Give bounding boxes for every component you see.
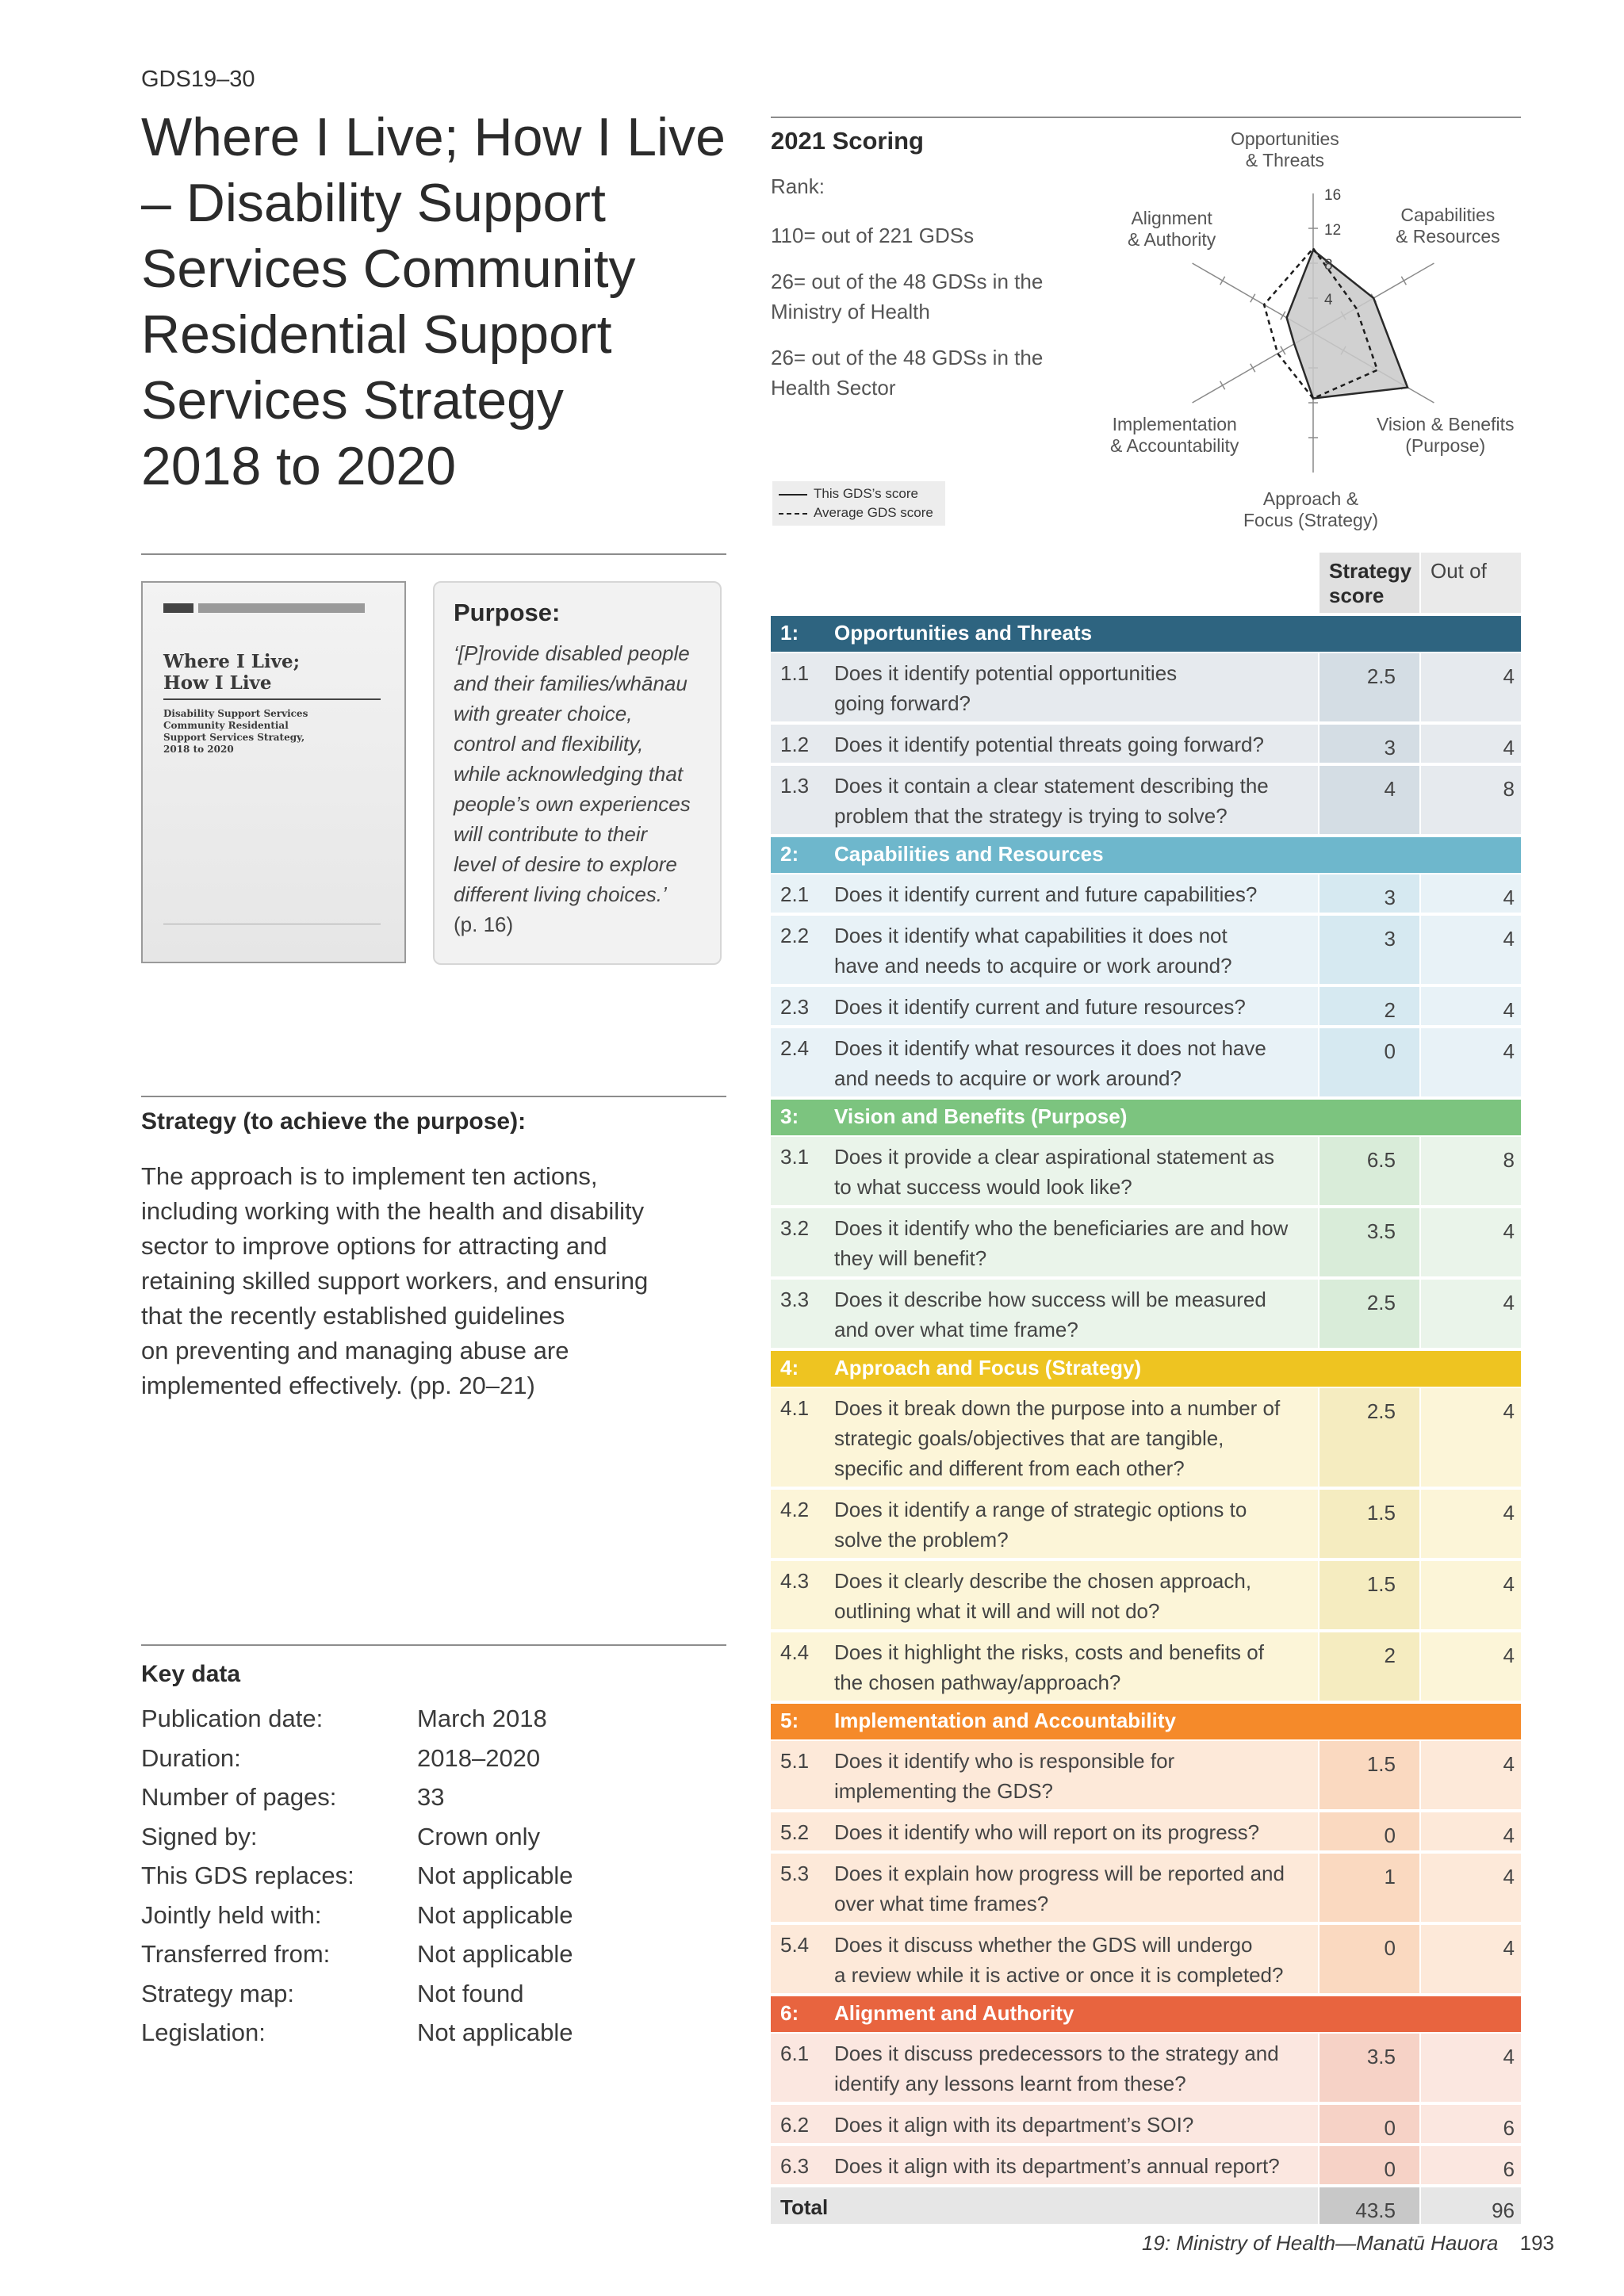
question-line: Does it align with its department’s SOI?	[834, 2113, 1194, 2137]
question-line: Does it provide a clear aspirational statement as	[834, 1145, 1274, 1169]
total-score: 43.5	[1355, 2198, 1396, 2222]
question-number: 1.1	[780, 661, 810, 685]
question-number: 1.2	[780, 733, 810, 756]
out-of-value: 4	[1503, 736, 1515, 760]
strategy-score-value: 2.5	[1366, 664, 1396, 688]
section-title: Alignment and Authority	[834, 2001, 1074, 2025]
strategy-line: on preventing and managing abuse are	[141, 1337, 569, 1364]
question-row	[771, 1028, 1521, 1098]
question-text	[834, 1284, 1302, 1345]
rank-line: 110= out of 221 GDSs	[771, 224, 975, 247]
header-label: score	[1329, 584, 1385, 607]
radar-tick-label: 8	[1324, 257, 1333, 274]
radar-tick-label: 12	[1324, 222, 1342, 239]
question-line: Does it identify who the beneficiaries are and how	[834, 1216, 1289, 1240]
strategy-score-value: 0	[1384, 2116, 1396, 2140]
question-row	[771, 725, 1521, 764]
divider	[771, 117, 1521, 118]
radar-tick	[1251, 364, 1255, 372]
question-number: 2.1	[780, 882, 810, 906]
radar-tick	[1281, 312, 1285, 320]
quote-line: people’s own experiences	[454, 792, 691, 816]
question-line: and over what time frame?	[834, 1318, 1078, 1341]
out-of-value: 4	[1503, 1865, 1515, 1888]
cover-subtitle-line: 2018 to 2020	[163, 744, 234, 755]
strategy-score-value: 6.5	[1366, 1148, 1396, 1172]
cover-subtitle-line: Community Residential	[163, 720, 289, 731]
question-line: Does it describe how success will be measured	[834, 1288, 1266, 1311]
out-of-value: 4	[1503, 664, 1515, 688]
footer-text: 19: Ministry of Health—Manatū Hauora	[1141, 2231, 1499, 2255]
question-number: 4.1	[780, 1396, 810, 1420]
question-text	[834, 729, 1302, 760]
header-out-of	[1421, 553, 1521, 613]
strategy-line: implemented effectively. (pp. 20–21)	[141, 1372, 535, 1399]
radar-tick-label: 4	[1324, 292, 1333, 308]
radar-tick	[1220, 277, 1225, 285]
question-line: strategic goals/objectives that are tangible,	[834, 1426, 1224, 1450]
divider	[141, 553, 726, 555]
title-line: Services Strategy	[141, 370, 564, 430]
out-of-value: 6	[1503, 2116, 1515, 2140]
total-label: Total	[780, 2195, 829, 2219]
rank-line: Health Sector	[771, 376, 896, 400]
key-data-value: Not applicable	[417, 2019, 573, 2046]
quote-line: will contribute to their	[454, 822, 648, 846]
purpose-page-ref: (p. 16)	[454, 913, 514, 936]
strategy-line: including working with the health and disability	[141, 1197, 645, 1225]
radar-svg	[1094, 119, 1538, 539]
question-text	[834, 1566, 1302, 1626]
question-line: the chosen pathway/approach?	[834, 1670, 1121, 1694]
out-of-value: 4	[1503, 1219, 1515, 1243]
axis-label-vision: Vision & Benefits (Purpose)	[1377, 414, 1515, 456]
strategy-score-value: 3.5	[1366, 1219, 1396, 1243]
question-line: Does it highlight the risks, costs and benefits of	[834, 1640, 1264, 1664]
axis-label-capabilities: Capabilities & Resources	[1396, 205, 1500, 247]
quote-line: ‘[P]rovide disabled people	[454, 641, 690, 665]
key-data-label: Number of pages:	[141, 1783, 337, 1811]
question-text	[834, 1393, 1302, 1483]
legend-item-avg	[779, 505, 933, 521]
axis-label-alignment: Alignment & Authority	[1128, 208, 1216, 250]
question-text	[834, 1213, 1302, 1273]
legend-item-this	[779, 486, 918, 502]
question-text	[834, 1930, 1302, 1990]
section-header-row	[771, 1704, 1521, 1739]
total-row	[771, 2187, 1521, 2225]
header-strategy-score	[1320, 553, 1419, 613]
question-row	[771, 1632, 1521, 1702]
out-of-value: 4	[1503, 1644, 1515, 1667]
section-header-row	[771, 837, 1521, 873]
strategy-score-value: 3	[1384, 736, 1396, 760]
key-data-value: 33	[417, 1783, 445, 1811]
rank-label: Rank:	[771, 174, 825, 198]
question-line: Does it clearly describe the chosen approach,	[834, 1569, 1252, 1593]
axis-label-approach: Approach & Focus (Strategy)	[1243, 488, 1378, 530]
question-line: going forward?	[834, 691, 971, 715]
question-row	[771, 2105, 1521, 2145]
title-line: Services Community	[141, 239, 636, 299]
cover-header-bar	[198, 603, 365, 613]
cover-subtitle	[163, 708, 362, 756]
radar-tick	[1281, 346, 1285, 354]
header-label: Strategy	[1329, 559, 1412, 583]
section-title: Approach and Focus (Strategy)	[834, 1356, 1142, 1380]
radar-chart	[1094, 119, 1538, 539]
question-line: Does it identify who is responsible for	[834, 1749, 1175, 1773]
key-data-label: Transferred from:	[141, 1940, 331, 1968]
divider	[141, 1096, 726, 1097]
key-data-value: 2018–2020	[417, 1743, 541, 1772]
question-number: 5.2	[780, 1820, 810, 1844]
rank-line: 26= out of the 48 GDSs in the	[771, 346, 1044, 369]
quote-line: and their families/whānau	[454, 672, 688, 695]
page-number: 193	[1519, 2231, 1554, 2255]
question-line: and needs to acquire or work around?	[834, 1066, 1182, 1090]
question-line: Does it identify what resources it does not have	[834, 1036, 1266, 1060]
question-text	[834, 771, 1302, 831]
key-data-value: Not applicable	[417, 1900, 573, 1929]
question-number: 3.3	[780, 1288, 810, 1311]
cover-logo-bar	[163, 603, 193, 613]
question-row	[771, 1137, 1521, 1207]
strategy-line: that the recently established guidelines	[141, 1302, 565, 1330]
strategy-score-value: 4	[1384, 777, 1396, 801]
key-data-label: Signed by:	[141, 1822, 258, 1850]
out-of-value: 4	[1503, 1501, 1515, 1525]
question-line: over what time frames?	[834, 1892, 1049, 1915]
section-title: Capabilities and Resources	[834, 842, 1104, 866]
strategy-line: retaining skilled support workers, and ensuring	[141, 1267, 649, 1295]
question-row	[771, 987, 1521, 1027]
question-line: Does it identify what capabilities it does not	[834, 924, 1228, 947]
section-header-row	[771, 1996, 1521, 2032]
question-row	[771, 2146, 1521, 2186]
question-row	[771, 1925, 1521, 1995]
question-line: Does it contain a clear statement describing the	[834, 774, 1269, 798]
rank-line: Ministry of Health	[771, 300, 930, 323]
question-number: 1.3	[780, 774, 810, 798]
question-line: to what success would look like?	[834, 1175, 1132, 1199]
out-of-value: 4	[1503, 1291, 1515, 1314]
cover-subtitle-line: Support Services Strategy,	[163, 732, 305, 743]
strategy-score-value: 0	[1384, 2157, 1396, 2181]
scoring-heading: 2021 Scoring	[771, 127, 924, 155]
out-of-value: 4	[1503, 1823, 1515, 1847]
question-line: implementing the GDS?	[834, 1779, 1054, 1803]
out-of-value: 6	[1503, 2157, 1515, 2181]
strategy-score-value: 2.5	[1366, 1291, 1396, 1314]
question-text	[834, 992, 1302, 1022]
question-line: Does it explain how progress will be reported and	[834, 1862, 1285, 1885]
quote-line: different living choices.’	[454, 882, 667, 906]
out-of-value: 4	[1503, 1936, 1515, 1960]
question-line: a review while it is active or once it is completed?	[834, 1963, 1284, 1987]
section-number: 5:	[780, 1709, 799, 1732]
out-of-value: 4	[1503, 2045, 1515, 2068]
question-row	[771, 1280, 1521, 1349]
question-number: 5.4	[780, 1933, 810, 1957]
question-line: Does it identify a range of strategic options to	[834, 1498, 1247, 1521]
question-text	[834, 1494, 1302, 1555]
question-line: solve the problem?	[834, 1528, 1009, 1552]
question-row	[771, 766, 1521, 836]
question-number: 3.1	[780, 1145, 810, 1169]
strategy-score-value: 0	[1384, 1039, 1396, 1063]
question-number: 2.3	[780, 995, 810, 1019]
question-number: 2.2	[780, 924, 810, 947]
out-of-value: 4	[1503, 1039, 1515, 1063]
header-label: Out of	[1431, 559, 1487, 583]
strategy-line: sector to improve options for attracting and	[141, 1232, 607, 1260]
question-row	[771, 874, 1521, 914]
radar-tick-label: 16	[1324, 187, 1342, 204]
question-line: Does it identify who will report on its progress?	[834, 1820, 1260, 1844]
page-title	[141, 105, 744, 499]
strategy-line: The approach is to implement ten actions,	[141, 1162, 598, 1190]
axis-label-opportunities: Opportunities & Threats	[1231, 128, 1339, 170]
legend-dashed-swatch	[779, 513, 807, 515]
key-data-value: Not found	[417, 1979, 524, 2007]
question-number: 3.2	[780, 1216, 810, 1240]
key-data-heading: Key data	[141, 1661, 241, 1687]
key-data-label: Publication date:	[141, 1705, 324, 1732]
section-title: Opportunities and Threats	[834, 621, 1093, 645]
out-of-value: 4	[1503, 927, 1515, 951]
legend-label: Average GDS score	[814, 505, 933, 520]
strategy-score-value: 3.5	[1366, 2045, 1396, 2068]
strategy-score-value: 2	[1384, 998, 1396, 1022]
question-line: Does it identify current and future resources?	[834, 995, 1246, 1019]
section-number: 2:	[780, 842, 799, 866]
question-row	[771, 1490, 1521, 1559]
cover-title-line: How I Live	[163, 672, 272, 694]
cover-subtitle-line: Disability Support Services	[163, 708, 308, 719]
question-number: 6.2	[780, 2113, 810, 2137]
title-line: Where I Live; How I Live	[141, 107, 726, 167]
question-text	[834, 2110, 1302, 2140]
strategy-text	[141, 1159, 712, 1403]
title-line: Residential Support	[141, 304, 612, 365]
question-line: specific and different from each other?	[834, 1456, 1185, 1480]
question-line: they will benefit?	[834, 1246, 987, 1270]
key-data-value: Not applicable	[417, 1940, 573, 1968]
section-title: Vision and Benefits (Purpose)	[834, 1104, 1128, 1128]
radar-series-this-gds	[1287, 251, 1408, 399]
question-row	[771, 916, 1521, 985]
title-line: 2018 to 2020	[141, 436, 457, 496]
out-of-value: 8	[1503, 1148, 1515, 1172]
strategy-score-value: 2.5	[1366, 1399, 1396, 1423]
strategy-heading: Strategy (to achieve the purpose):	[141, 1108, 527, 1135]
purpose-heading: Purpose:	[454, 599, 561, 626]
purpose-quote	[454, 638, 701, 909]
rank-line: 26= out of the 48 GDSs in the	[771, 270, 1044, 293]
question-row	[771, 1854, 1521, 1923]
question-line: Does it discuss predecessors to the strategy and	[834, 2042, 1279, 2065]
question-number: 6.3	[780, 2154, 810, 2178]
key-data-label: This GDS replaces:	[141, 1862, 354, 1889]
question-row	[771, 1561, 1521, 1631]
out-of-value: 4	[1503, 1572, 1515, 1596]
question-text	[834, 2151, 1302, 2181]
key-data-value: March 2018	[417, 1705, 547, 1732]
key-data-label: Legislation:	[141, 2019, 266, 2046]
radar-tick	[1401, 277, 1406, 285]
question-row	[771, 1812, 1521, 1852]
question-row	[771, 2034, 1521, 2103]
out-of-value: 4	[1503, 886, 1515, 909]
question-text	[834, 2038, 1302, 2099]
question-line: problem that the strategy is trying to solve?	[834, 804, 1228, 828]
question-number: 5.1	[780, 1749, 810, 1773]
strategy-score-value: 1	[1384, 1865, 1396, 1888]
axis-label-implementation: Implementation & Accountability	[1110, 414, 1239, 456]
radar-tick	[1220, 381, 1225, 389]
section-title: Implementation and Accountability	[834, 1709, 1176, 1732]
strategy-score-value: 1.5	[1366, 1752, 1396, 1776]
gds-code: GDS19–30	[141, 67, 255, 92]
question-row	[771, 653, 1521, 723]
question-text	[834, 879, 1302, 909]
question-line: Does it identify potential opportunities	[834, 661, 1178, 685]
out-of-value: 8	[1503, 777, 1515, 801]
question-number: 4.2	[780, 1498, 810, 1521]
strategy-score-value: 0	[1384, 1823, 1396, 1847]
key-data-value: Not applicable	[417, 1862, 573, 1889]
legend-label: This GDS’s score	[814, 486, 918, 501]
cover-rule	[163, 698, 381, 700]
divider	[141, 1644, 726, 1646]
document-cover-thumbnail	[141, 581, 406, 963]
cover-title-line: Where I Live;	[163, 651, 301, 672]
question-text	[834, 1858, 1302, 1919]
question-text	[834, 658, 1302, 718]
question-line: have and needs to acquire or work around?	[834, 954, 1232, 978]
radar-tick	[1251, 294, 1255, 302]
question-row	[771, 1388, 1521, 1488]
section-number: 1:	[780, 621, 799, 645]
question-number: 4.4	[780, 1640, 810, 1664]
section-header-row	[771, 1351, 1521, 1387]
strategy-score-value: 3	[1384, 886, 1396, 909]
key-data-value: Crown only	[417, 1822, 541, 1850]
quote-line: with greater choice,	[454, 702, 633, 725]
question-number: 5.3	[780, 1862, 810, 1885]
quote-line: control and flexibility,	[454, 732, 644, 756]
out-of-value: 4	[1503, 998, 1515, 1022]
question-text	[834, 1746, 1302, 1806]
purpose-box	[433, 581, 722, 965]
total-out-of: 96	[1492, 2198, 1515, 2222]
quote-line: level of desire to explore	[454, 852, 677, 876]
question-text	[834, 1033, 1302, 1093]
strategy-score-value: 3	[1384, 927, 1396, 951]
key-data-label: Strategy map:	[141, 1979, 294, 2007]
legend-solid-swatch	[779, 494, 807, 496]
chart-legend	[772, 481, 945, 526]
question-text	[834, 1142, 1302, 1202]
strategy-score-value: 1.5	[1366, 1501, 1396, 1525]
question-line: Does it identify potential threats going forward?	[834, 733, 1264, 756]
key-data-label: Jointly held with:	[141, 1900, 322, 1929]
question-number: 6.1	[780, 2042, 810, 2065]
strategy-score-value: 2	[1384, 1644, 1396, 1667]
section-number: 3:	[780, 1104, 799, 1128]
page-footer	[1142, 2231, 1554, 2256]
section-number: 4:	[780, 1356, 799, 1380]
key-data-label: Duration:	[141, 1743, 241, 1772]
question-row	[771, 1208, 1521, 1278]
question-row	[771, 1741, 1521, 1811]
strategy-score-value: 1.5	[1366, 1572, 1396, 1596]
section-header-row	[771, 616, 1521, 652]
question-text	[834, 1817, 1302, 1847]
question-number: 4.3	[780, 1569, 810, 1593]
question-line: Does it align with its department’s annual report?	[834, 2154, 1280, 2178]
cover-title	[163, 651, 385, 694]
question-text	[834, 920, 1302, 981]
question-line: outlining what it will and will not do?	[834, 1599, 1160, 1623]
question-line: identify any lessons learnt from these?	[834, 2072, 1186, 2095]
section-header-row	[771, 1100, 1521, 1135]
out-of-value: 4	[1503, 1399, 1515, 1423]
question-line: Does it break down the purpose into a number of	[834, 1396, 1281, 1420]
question-line: Does it discuss whether the GDS will undergo	[834, 1933, 1253, 1957]
title-line: – Disability Support	[141, 173, 606, 233]
question-number: 2.4	[780, 1036, 810, 1060]
strategy-score-value: 0	[1384, 1936, 1396, 1960]
question-line: Does it identify current and future capabilities?	[834, 882, 1258, 906]
question-text	[834, 1637, 1302, 1697]
out-of-value: 4	[1503, 1752, 1515, 1776]
quote-line: while acknowledging that	[454, 762, 684, 786]
section-number: 6:	[780, 2001, 799, 2025]
